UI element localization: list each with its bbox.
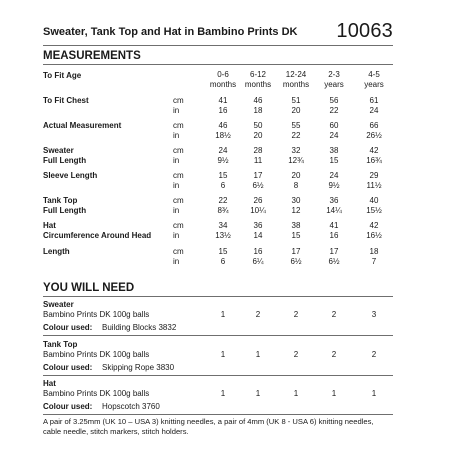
value-cm: 42 (369, 146, 379, 155)
yarn-qty: 1 (293, 389, 299, 398)
value-cm: 38 (291, 221, 301, 230)
value-in: 24 (369, 106, 379, 115)
value-in: 18 (253, 106, 263, 115)
group-rule (43, 414, 393, 415)
yarn-qty: 3 (371, 310, 377, 319)
measurements-rule (43, 64, 393, 65)
colour-value: Building Blocks 3832 (102, 323, 177, 332)
value-in: 10¼ (250, 206, 266, 215)
yarn-qty: 2 (293, 310, 299, 319)
unit-cm: cm (173, 196, 184, 205)
yarn-qty: 2 (255, 310, 261, 319)
value-in: 22 (291, 131, 301, 140)
value-cm: 56 (329, 96, 339, 105)
row-label: Length (43, 247, 70, 256)
unit-cm: cm (173, 221, 184, 230)
unit-cm: cm (173, 121, 184, 130)
unit-in: in (173, 131, 180, 140)
age-header-line1: 2-3 (328, 70, 340, 79)
colour-label: Colour used: (43, 402, 93, 411)
value-cm: 34 (218, 221, 228, 230)
value-in: 11½ (366, 181, 382, 190)
row-sublabel: Circumference Around Head (43, 231, 152, 240)
value-in: 26½ (366, 131, 382, 140)
garment-name: Sweater (43, 300, 74, 309)
age-header-line2: years (364, 80, 384, 89)
yarn-qty: 2 (371, 350, 377, 359)
colour-label: Colour used: (43, 323, 93, 332)
row-label: To Fit Chest (43, 96, 89, 105)
value-in: 8 (293, 181, 299, 190)
value-in: 15½ (366, 206, 382, 215)
value-cm: 41 (329, 221, 339, 230)
yarn-qty: 2 (331, 310, 337, 319)
value-in: 6¼ (252, 257, 264, 266)
value-in: 16 (218, 106, 228, 115)
value-in: 8¾ (217, 206, 229, 215)
garment-name: Hat (43, 379, 56, 388)
value-in: 12 (291, 206, 301, 215)
you-will-need-heading: YOU WILL NEED (43, 282, 135, 294)
unit-in: in (173, 206, 180, 215)
value-cm: 42 (369, 221, 379, 230)
value-in: 15 (291, 231, 301, 240)
value-cm: 17 (291, 247, 301, 256)
age-header-line2: months (282, 80, 310, 89)
value-in: 18½ (215, 131, 231, 140)
value-cm: 50 (253, 121, 263, 130)
value-cm: 40 (369, 196, 379, 205)
value-cm: 36 (253, 221, 263, 230)
value-in: 6½ (252, 181, 264, 190)
age-header-line2: months (209, 80, 237, 89)
value-cm: 36 (329, 196, 339, 205)
value-cm: 16 (253, 247, 263, 256)
value-cm: 17 (253, 171, 263, 180)
value-cm: 28 (253, 146, 263, 155)
value-in: 6 (220, 257, 226, 266)
value-in: 12¾ (288, 156, 304, 165)
unit-in: in (173, 181, 180, 190)
value-cm: 15 (218, 247, 228, 256)
value-cm: 32 (291, 146, 301, 155)
age-header-line1: 0-6 (217, 70, 229, 79)
yarn-qty: 1 (331, 389, 337, 398)
value-cm: 41 (218, 96, 228, 105)
value-cm: 38 (329, 146, 339, 155)
value-cm: 22 (218, 196, 228, 205)
supplies-footnote: A pair of 3.25mm (UK 10 – USA 3) knitting needles, a pair of 4mm (UK 8 - USA 6) knitting needles, cable needle, stitch markers, stitch holders. (43, 417, 374, 436)
unit-cm: cm (173, 146, 184, 155)
value-in: 15 (329, 156, 339, 165)
age-header-line1: 4-5 (368, 70, 380, 79)
header (43, 20, 393, 46)
value-in: 16 (329, 231, 339, 240)
yarn-qty: 1 (255, 350, 261, 359)
unit-cm: cm (173, 96, 184, 105)
measurements-heading: MEASUREMENTS (43, 50, 141, 62)
age-header-line2: years (324, 80, 344, 89)
value-in: 6½ (290, 257, 302, 266)
pattern-title: Sweater, Tank Top and Hat in Bambino Prints DK (43, 26, 298, 38)
age-label: To Fit Age (43, 71, 82, 80)
value-cm: 24 (218, 146, 228, 155)
title-rule (43, 45, 393, 46)
value-cm: 26 (253, 196, 263, 205)
value-cm: 60 (329, 121, 339, 130)
value-cm: 55 (291, 121, 301, 130)
garment-name: Tank Top (43, 340, 78, 349)
age-header-line2: months (244, 80, 272, 89)
row-label: Hat (43, 221, 56, 230)
value-cm: 51 (291, 96, 301, 105)
unit-cm: cm (173, 247, 184, 256)
value-cm: 61 (369, 96, 379, 105)
value-in: 20 (253, 131, 263, 140)
colour-value: Skipping Rope 3830 (102, 363, 175, 372)
colour-label: Colour used: (43, 363, 93, 372)
yarn-qty: 1 (371, 389, 377, 398)
colour-value: Hopscotch 3760 (102, 402, 160, 411)
value-in: 9½ (328, 181, 340, 190)
yarn-qty: 2 (293, 350, 299, 359)
value-in: 7 (371, 257, 377, 266)
yarn-qty: 1 (220, 389, 226, 398)
yarn-qty: 1 (255, 389, 261, 398)
value-cm: 18 (369, 247, 379, 256)
value-in: 6½ (328, 257, 340, 266)
yarn-qty: 1 (220, 310, 226, 319)
value-cm: 46 (253, 96, 263, 105)
value-in: 22 (329, 106, 339, 115)
value-cm: 66 (369, 121, 379, 130)
group-rule (43, 335, 393, 336)
value-in: 11 (253, 156, 263, 165)
value-in: 14¼ (326, 206, 342, 215)
value-cm: 29 (369, 171, 379, 180)
value-cm: 15 (218, 171, 228, 180)
unit-in: in (173, 156, 180, 165)
value-in: 24 (329, 131, 339, 140)
value-in: 14 (253, 231, 263, 240)
value-cm: 24 (329, 171, 339, 180)
yarn-qty: 1 (220, 350, 226, 359)
yarn-item: Bambino Prints DK 100g balls (43, 389, 150, 398)
group-rule (43, 375, 393, 376)
row-label: Sleeve Length (43, 171, 98, 180)
unit-cm: cm (173, 171, 184, 180)
value-cm: 30 (291, 196, 301, 205)
row-sublabel: Full Length (43, 156, 87, 165)
row-label: Sweater (43, 146, 74, 155)
value-cm: 17 (329, 247, 339, 256)
value-in: 16½ (366, 231, 382, 240)
value-cm: 20 (291, 171, 301, 180)
value-in: 20 (291, 106, 301, 115)
value-in: 13½ (215, 231, 231, 240)
unit-in: in (173, 231, 180, 240)
unit-in: in (173, 257, 180, 266)
yarn-qty: 2 (331, 350, 337, 359)
age-header-line1: 12-24 (285, 70, 307, 79)
pattern-code: 10063 (336, 20, 393, 42)
age-header-line1: 6-12 (249, 70, 267, 79)
need-rule (43, 296, 393, 297)
row-sublabel: Full Length (43, 206, 87, 215)
value-in: 16¾ (366, 156, 382, 165)
row-label: Actual Measurement (43, 121, 122, 130)
row-label: Tank Top (43, 196, 78, 205)
value-cm: 46 (218, 121, 228, 130)
yarn-item: Bambino Prints DK 100g balls (43, 310, 150, 319)
value-in: 6 (220, 181, 226, 190)
yarn-item: Bambino Prints DK 100g balls (43, 350, 150, 359)
unit-in: in (173, 106, 180, 115)
value-in: 9½ (217, 156, 229, 165)
